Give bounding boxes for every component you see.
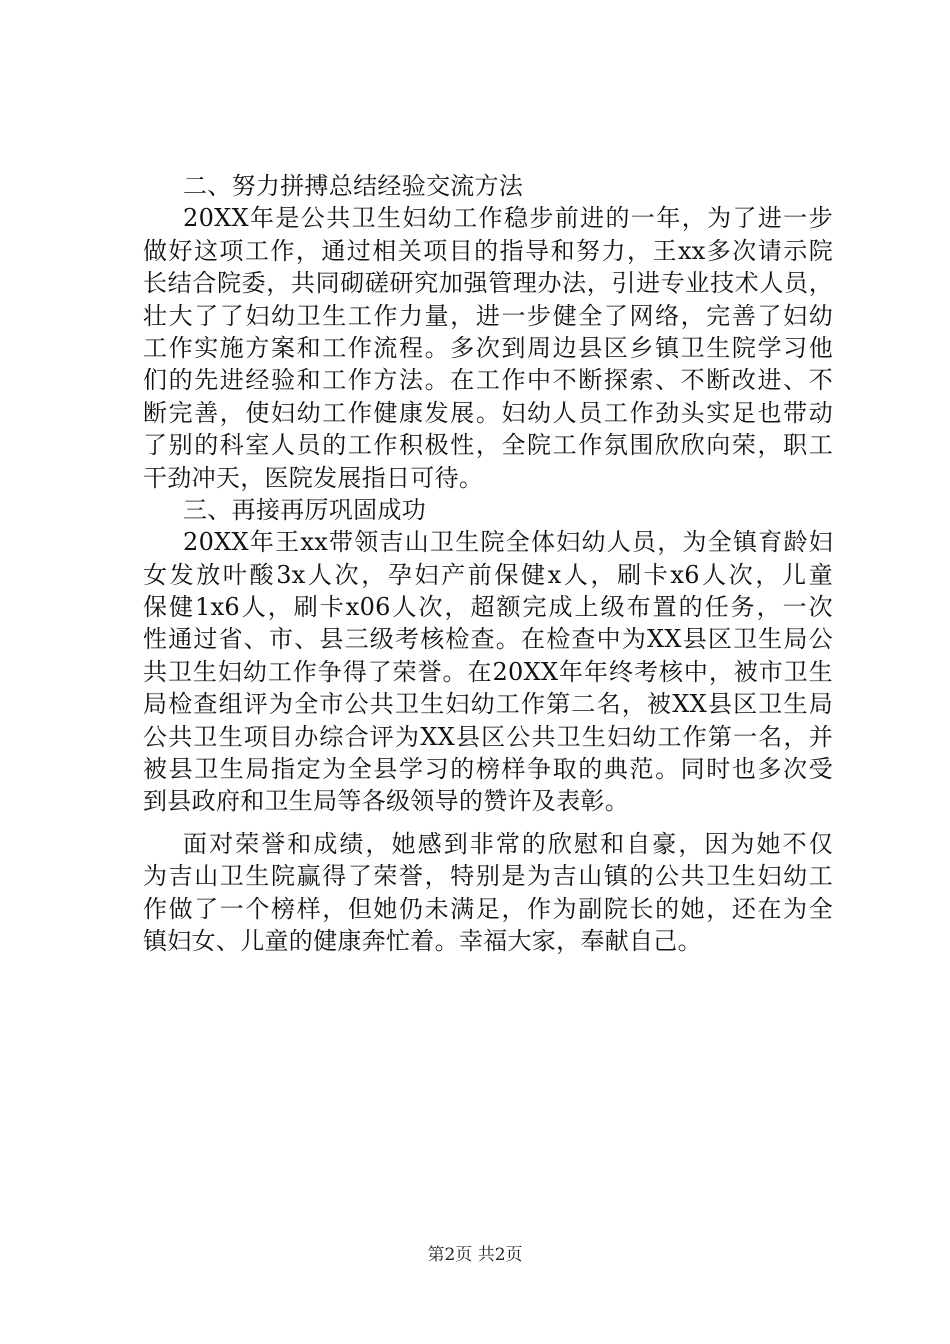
paragraph-line: 长结合院委，共同砌磋研究加强管理办法，引进专业技术人员， xyxy=(143,269,833,298)
paragraph-line: 干劲冲天，医院发展指日可待。 xyxy=(143,463,484,492)
paragraph-gap xyxy=(143,818,833,828)
paragraph-line: 女发放叶酸3x人次，孕妇产前保健x人，刷卡x6人次，儿童 xyxy=(143,560,833,589)
paragraph-line: 性通过省、市、县三级考核检查。在检查中为XX县区卫生局公 xyxy=(143,625,833,654)
document-body xyxy=(143,170,833,957)
section-heading-3: 三、再接再厉巩固成功 xyxy=(183,495,426,524)
paragraph-line: 局检查组评为全市公共卫生妇幼工作第二名，被XX县区卫生局 xyxy=(143,690,833,719)
paragraph-line: 工作实施方案和工作流程。多次到周边县区乡镇卫生院学习他 xyxy=(143,333,833,362)
paragraph-line: 断完善，使妇幼工作健康发展。妇幼人员工作劲头实足也带动 xyxy=(143,398,833,427)
paragraph-line: 20XX年王xx带领吉山卫生院全体妇幼人员，为全镇育龄妇 xyxy=(183,528,833,557)
section-heading-2: 二、努力拼搏总结经验交流方法 xyxy=(183,172,524,200)
paragraph-line: 共卫生妇幼工作争得了荣誉。在20XX年年终考核中，被市卫生 xyxy=(143,657,833,686)
paragraph-line: 20XX年是公共卫生妇幼工作稳步前进的一年，为了进一步 xyxy=(183,204,833,233)
paragraph-line: 面对荣誉和成绩，她感到非常的欣慰和自豪，因为她不仅 xyxy=(183,829,833,858)
paragraph-line: 了别的科室人员的工作积极性，全院工作氛围欣欣向荣，职工 xyxy=(143,431,833,460)
page-number-footer: 第2页 共2页 xyxy=(427,1245,523,1265)
paragraph-line: 镇妇女、儿童的健康奔忙着。幸福大家，奉献自己。 xyxy=(143,926,702,955)
paragraph-line: 做好这项工作，通过相关项目的指导和努力，王xx多次请示院 xyxy=(143,236,833,265)
paragraph-line: 到县政府和卫生局等各级领导的赞许及表彰。 xyxy=(143,787,629,816)
paragraph-line: 公共卫生项目办综合评为XX县区公共卫生妇幼工作第一名，并 xyxy=(143,722,833,751)
paragraph-line: 壮大了了妇幼卫生工作力量，进一步健全了网络，完善了妇幼 xyxy=(143,301,833,330)
paragraph-line: 作做了一个榜样，但她仍未满足，作为副院长的她，还在为全 xyxy=(143,894,833,923)
paragraph-line: 为吉山卫生院赢得了荣誉，特别是为吉山镇的公共卫生妇幼工 xyxy=(143,862,833,891)
paragraph-line: 被县卫生局指定为全县学习的榜样争取的典范。同时也多次受 xyxy=(143,755,833,784)
paragraph-line: 们的先进经验和工作方法。在工作中不断探索、不断改进、不 xyxy=(143,366,833,395)
paragraph-line: 保健1x6人，刷卡x06人次，超额完成上级布置的任务，一次 xyxy=(143,593,833,622)
